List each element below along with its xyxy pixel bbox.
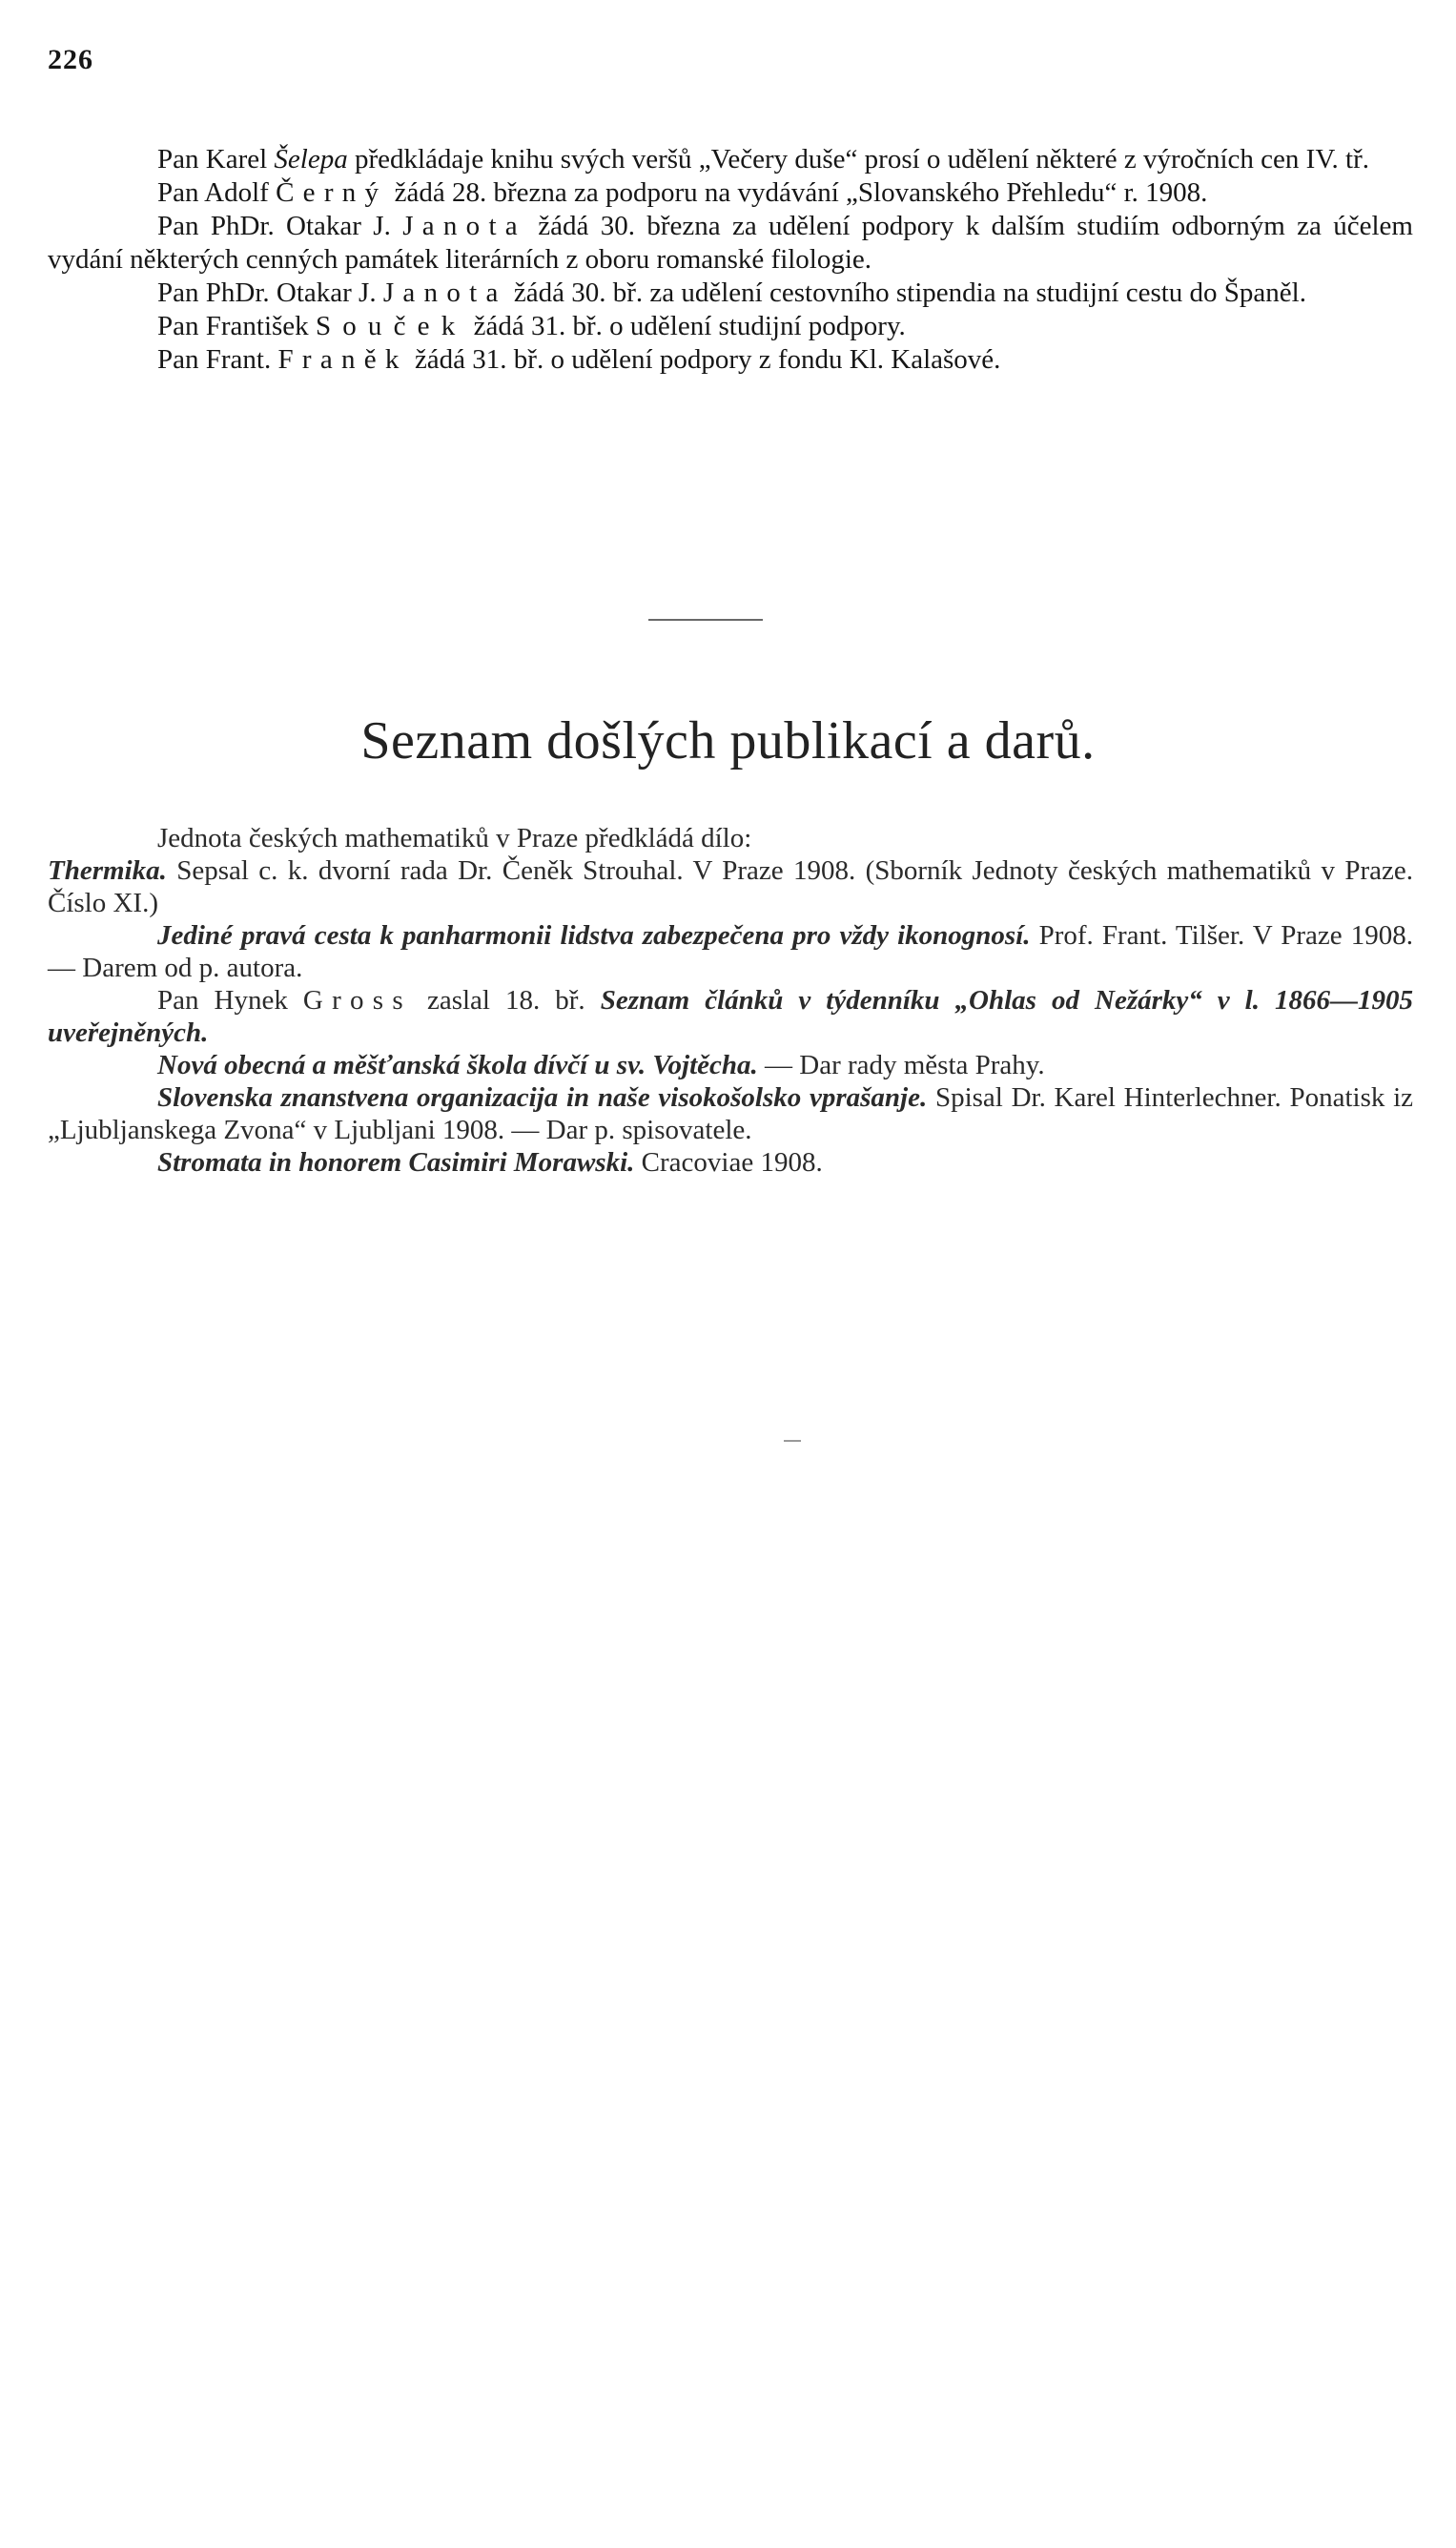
- person-name: Černý: [276, 177, 388, 208]
- person-name: Šelepa: [274, 144, 348, 175]
- print-mark: [784, 1440, 801, 1442]
- publication-entry: Pan Hynek Gross zaslal 18. bř. Seznam článků v týdenníku „Ohlas od Nežárky“ v l. 1866—1905 uveřejněných.: [48, 985, 1414, 1048]
- person-name: Janota: [402, 211, 526, 241]
- person-name: Franěk: [277, 344, 408, 375]
- publication-entry: Stromata in honorem Casimiri Morawski. Cracoviae 1908.: [157, 1147, 823, 1178]
- request-entry: Pan PhDr. Otakar J. Janota žádá 30. bř. za udělení cestovního stipendia na studijní cestu do Španěl.: [157, 277, 1306, 308]
- person-name: Souček: [315, 311, 467, 341]
- requests-list: [48, 143, 1413, 377]
- publications-list: [48, 822, 1413, 1179]
- publication-entry: Nová obecná a měšťanská škola dívčí u sv. Vojtěcha. — Dar rady města Prahy.: [157, 1050, 1045, 1080]
- request-entry: Pan PhDr. Otakar J. Janota žádá 30. března za udělení podpory k dalším studiím odborným za účelem vydání některých cenných památek literárních z oboru romanské filologie.: [48, 211, 1413, 275]
- request-entry: Pan Karel Šelepa předkládaje knihu svých veršů „Večery duše“ prosí o udělení některé z výročních cen IV. tř.: [157, 144, 1369, 175]
- person-name: Janota: [382, 277, 507, 308]
- section-divider: [648, 619, 763, 621]
- publication-title: Thermika.: [48, 855, 167, 886]
- request-entry: Pan František Souček žádá 31. bř. o udělení studijní podpory.: [157, 311, 906, 341]
- publication-title: Stromata in honorem Casimiri Morawski.: [157, 1147, 635, 1178]
- person-name: Gross: [302, 985, 412, 1016]
- publication-title: Slovenska znanstvena organizacija in naše visokošolsko vprašanje.: [157, 1082, 928, 1113]
- publication-entry: Jednota českých mathematiků v Praze předkládá dílo: Thermika. Sepsal c. k. dvorní rada Dr. Čeněk Strouhal. V Praze 1908. (Sborník Jednoty českých mathematiků v Praze. Číslo XI.): [48, 823, 1413, 918]
- publication-entry: Jediné pravá cesta k panharmonii lidstva zabezpečena pro vždy ikonognosí. Prof. Frant. Tilšer. V Praze 1908. — Darem od p. autora.: [48, 920, 1414, 983]
- publication-title: Seznam článků v týdenníku „Ohlas od Nežárky“ v l. 1866—1905 uveřejněných.: [48, 985, 1414, 1048]
- publication-title: Jediné pravá cesta k panharmonii lidstva zabezpečena pro vždy ikonognosí.: [157, 920, 1031, 951]
- section-heading: Seznam došlých publikací a darů.: [360, 711, 1096, 771]
- publication-entry: Slovenska znanstvena organizacija in naše visokošolsko vprašanje. Spisal Dr. Karel Hinterlechner. Ponatisk iz „Ljubljanskega Zvona“ v Ljubljani 1908. — Dar p. spisovatele.: [48, 1082, 1413, 1145]
- request-entry: Pan Adolf Černý žádá 28. března za podporu na vydávání „Slovanského Přehledu“ r. 1908.: [157, 177, 1208, 208]
- publication-title: Nová obecná a měšťanská škola dívčí u sv. Vojtěcha.: [157, 1050, 758, 1080]
- page-number: 226: [48, 44, 93, 75]
- request-entry: Pan Frant. Franěk žádá 31. bř. o udělení podpory z fondu Kl. Kalašové.: [157, 344, 1001, 375]
